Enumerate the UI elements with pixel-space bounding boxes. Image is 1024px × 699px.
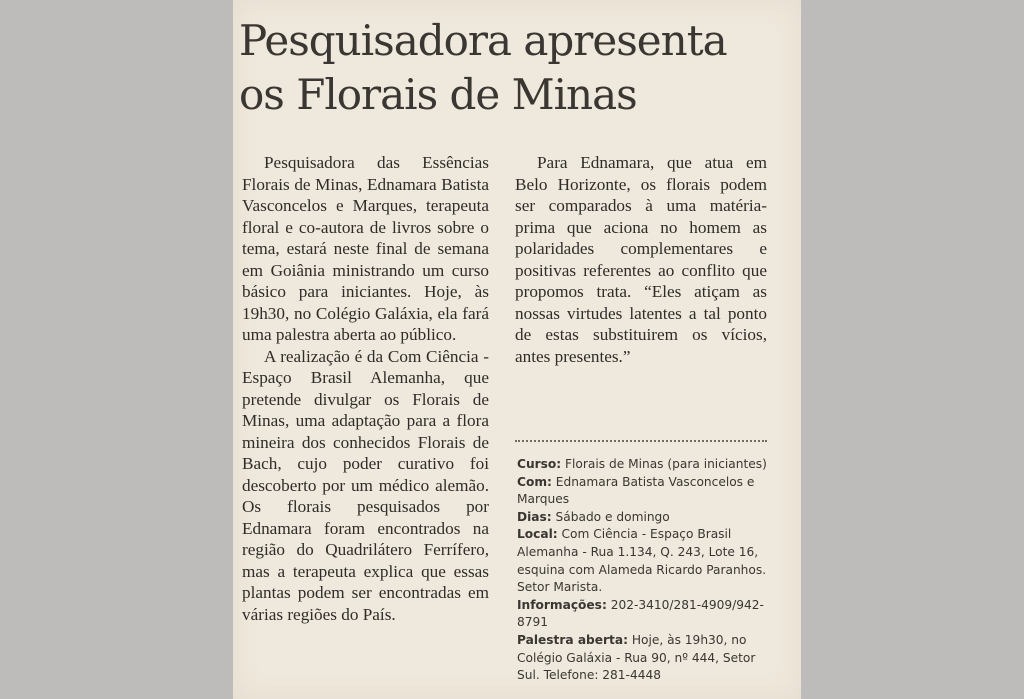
info-value: 202-3410/281-4909/942-8791 [517,597,764,630]
info-label: Com: [517,474,552,489]
info-palestra [517,632,777,685]
dotted-divider [515,440,767,442]
info-local [517,526,777,596]
info-value: Hoje, às 19h30, no Colégio Galáxia - Rua 90, nº 444, Setor Sul. Telefone: 281-4448 [517,632,756,683]
newspaper-clipping [233,0,801,699]
info-value: Sábado e domingo [555,509,670,524]
article-paragraph: Pesquisadora das Essências Florais de Minas, Ednamara Batista Vasconcelos e Marques, terapeuta floral e co-autora de livros sobre o tema, estará neste final de semana em Goiânia ministrando um curso básico para iniciantes. Hoje, às 19h30, no Colégio Galáxia, ela fará uma palestra aberta ao público. [242,153,489,344]
info-label: Dias: [517,509,552,524]
article-column-left [242,152,489,625]
article-paragraph: Para Ednamara, que atua em Belo Horizonte, os florais podem ser comparados à uma matéria-prima que aciona no homem as polaridades complementares e positivas referentes ao conflito que propomos trata. “Eles atiçam as nossas virtudes latentes a tal ponto de estas substituirem os vícios, antes presentes.” [515,153,767,366]
headline-line-1: Pesquisadora apresenta [239,16,727,65]
info-com [517,474,777,509]
info-label: Informações: [517,597,607,612]
info-informacoes [517,597,777,632]
info-value: Com Ciência - Espaço Brasil Alemanha - Rua 1.134, Q. 243, Lote 16, esquina com Alameda Ricardo Paranhos. Setor Marista. [517,527,767,595]
info-label: Palestra aberta: [517,632,628,647]
info-dias [517,509,777,527]
info-value: Ednamara Batista Vasconcelos e Marques [517,474,755,507]
info-label: Curso: [517,457,562,471]
info-value: Florais de Minas (para iniciantes) [565,457,767,471]
article-paragraph: A realização é da Com Ciência - Espaço Brasil Alemanha, que pretende divulgar os Florais de Minas, uma adaptação para a flora mineira dos conhecidos Florais de Bach, cujo poder curativo foi descoberto por um médico alemão. Os florais pesquisados por Ednamara foram encontrados na região do Quadrilátero Ferrífero, mas a terapeuta explica que essas plantas podem ser encontradas em várias regiões do País. [242,346,489,624]
headline-line-2: os Florais de Minas [239,70,637,119]
article-column-right [515,152,767,367]
info-label: Local: [517,527,558,542]
event-info-box [517,456,777,685]
info-curso [517,456,777,474]
headline [239,14,795,122]
